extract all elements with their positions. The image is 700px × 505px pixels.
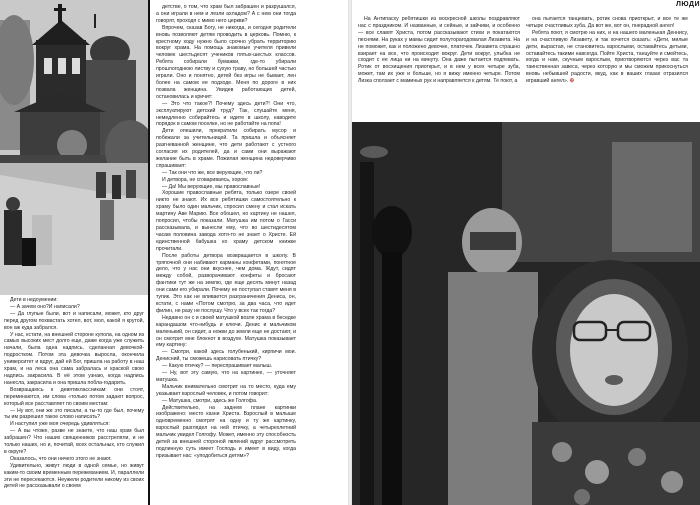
- paragraph: — Это что такое?! Почему здесь дети?! Они что, эксплуатируют детский труд? Так, слушайте меня, немедленно собирайтесь и идите в школу, наводите порядок в самом поселке, но не работайте на попа!: [156, 100, 296, 128]
- paragraph: детстве, о том, что храм был забрашен и разрушался, а они играли в нем и лезли ахладом? А с нем они тогда говорят, проходя с мимо него церкви?: [156, 4, 296, 24]
- church-photo: [0, 0, 150, 295]
- paragraph: — Да! Мы верующие, мы православные!: [162, 183, 261, 190]
- text-column-4: [526, 16, 688, 120]
- paragraph: — Матушка, смотри, здесь же Голгофа.: [162, 397, 258, 404]
- paragraph: Действительно, на заднем плане картинки изображено: место казни Христа. Взрослый в малыше одновременно смотрят на одну и ту же картинку, взрослый разглядел на ней птичку, а четырехлетний мальчик увидел Голгофу. Может, именно эту способность детей за внешней стороной явлений вдруг рассмотреть подлинную суть имеет Господь и имеет в виду, когда призывает нас: «уподобиться детям»?: [156, 404, 296, 459]
- church-illustration: [0, 0, 150, 295]
- paragraph: После работы детвора возвращается в школу. В тряпочной они набивают карманы конфетами, понятное дело, что у нас они вкуснее, чем дома. Ждут, сидят между собой, разворачивают конфеты и бросают фантики тут же на землю, где еще десять минут назад они сами его убирали. Почему не поступал ставят меня в тупик. Это как не вливается разграничения Дениса, он, кстати, с нами «Потом смотрю, за два часа, что идет филин, не разу не послушу. Что у всех так тогда?: [156, 252, 296, 314]
- paragraph: Недавно он с и своей матушкой возле храма в беседке карандашом что-нибудь и ключи. Денис и мальчиком маленький, он сидит, а ножки до земли еще не достают, и он смотрит мне блокнот в воздухе. Матушка показывает ему картину:: [156, 314, 296, 349]
- paragraph: Возвращаюсь к девятиклассникам: они стоят, переминаются, им слова «только потом задают вопрос, который все расставляет по своим местам:: [4, 386, 144, 407]
- paragraph: — Смотри, какой здесь голубенький, кирпичи мои. Денисний, ты сможешь нарисовать птичку?: [156, 349, 296, 363]
- paragraph: [526, 30, 688, 85]
- text-column-2: [156, 4, 296, 504]
- paragraph: И наступил уже моя очередь удивляться:: [10, 421, 110, 428]
- children-illustration: [352, 122, 700, 505]
- end-mark-icon: ✠: [569, 78, 575, 85]
- paragraph: У нас, кстати, на внешней стороне купола, на одном из самых высоких мест долго еще, даже когда уже служить начали, была одна надпись, сделанная девочкой-подростком. Потом эта девочка выросла, окончила университет и вдруг, дай ей Бог, пришла на работу в наш храм, и на леса она сама забралась и краской свою надпись закрасила. В её этом узнаю, когда надпись нанесла, закрасила и она пришла побла-годарить.: [4, 331, 144, 386]
- photo-border: [148, 0, 150, 505]
- paragraph: И детвора, не сговариваясь, хором:: [162, 176, 249, 183]
- paragraph: — Какую птичку? — переспрашивает малыш.: [162, 363, 273, 370]
- paragraph: Мальчик внимательно смотрит на то место, куда ему указывает взрослый человек, и потом говорит:: [156, 383, 296, 397]
- paragraph: — Ну, вот эту самую, что на картинке, — уточняет матушка.: [156, 370, 296, 383]
- paragraph: Дети опешили, прекратили собирать мусор и побежали за учительницей. Та пришла и объясняет разгневанной женщине, что дети работают с устного согласия их родителей, да и сами они выражают желание быть в храме. Пожилая женщина недоверчиво спрашивает:: [156, 128, 296, 169]
- paragraph: Хорошие православные ребята, только озере своей никто не знают. Их все ребятишки самостоятельно к храму было один мальчик, спросил смену и стал искать мартину Аве Марию. Все обошел, но картину не нашел, попросил, чтобы показали. Матушка им потом о Гасси рассказывала, и вынесли ему, что во шестидесятом часам половина завода хотя-то не знает о Христе. Ей единственной бабушка ко храму детском книжке прочитали.: [156, 190, 296, 252]
- paragraph: — Ну вот, они же это писали, а ты-то где был, почему ты им разрешил такое слово написать?: [4, 407, 144, 421]
- text-column-3: [358, 16, 520, 120]
- text-column-1: [4, 297, 144, 502]
- paragraph: Дети в недоумении:: [10, 297, 58, 303]
- section-tag: ЛЮДИ: [676, 1, 700, 8]
- paragraph: Оказалось, что они ничего этого не знают.: [10, 455, 112, 462]
- paragraph-text: Ребята поют, я смотрю на них, и на нашего маленькая Деннису, и на счастливую Лизавету, и так хочется сказать: «Дети, милые дети, вырастая, не становитесь взрослыми, оставайтесь детьми, оставайтесь такими навсегда. Пойте Христа, танцуйте и смейтесь, когда и нам, скучным взрослым, приотворяются через вас та таинственная завеса, через которую и мы сможем прикоснуться вновь небывшей радости, вкуд, как в ваших глазах отразился игравший ангел».: [526, 29, 688, 85]
- paragraph: Удивительно, живут люди в одной семье, но живут каким-то своим временным пережеванием. И, параллели эти не пересекаются. Неужели родители никому из своих детей не рассказывали о своем: [4, 462, 144, 490]
- paragraph: — А вы чтоже, разве не знаете, что наш храм был забрашен? Что наших священников расстреляли, и не только наших, но и, почитай, всех остальных, кто служил в округе?: [4, 428, 144, 455]
- children-photo: [352, 122, 700, 505]
- paragraph: — Так они что же, все верующие, что ли?: [162, 169, 263, 176]
- paragraph: она пытается танцевать, ротик снова приоткрыт, и все те же четыре счастливых зуба. Да вот же, вот он, пнерадной ангел!: [526, 16, 688, 29]
- paragraph: — Да глупые были, вот и написали, может, кто друг перед другом похвастать хотел, вот, мол, какой я крутой, вон аж куда забрался.: [4, 310, 144, 331]
- paragraph: — А зачем оно?И написали?: [10, 303, 80, 310]
- paragraph: На Антипасху ребятишки из воскресной школы поздравляют нас с праздником. И названные, и сейные, и зайчики, и особенно — все славят Христа, потом рассказывают стихи и покатаются песнями. На руках у мамы сидит полуторагодовалая Лизавета. На не поможет, как и положено девочке, платочек. Лизавета страшно взирает на все, что происходит вокруг. Дети вокруг, улыбка не сходит с ее лица ни на минуту. Она даже пытается подпевать. Ротик от восхищения приоткрыт, и в нем у всех четыре зуба, может, там их уже и больше, но я вижу именно четыре. Потом Лизка сползает с маминых рук и направляется к детям. Те поют, а: [358, 16, 520, 85]
- paragraph: Впрочем, сказав Богу, не никогда, и сегодня родители вновь позволяют детям проводить в церковь. Помню, к крестному ходу нужно было срочно убрать территорию вокруг храма. На помощь знакомые учителя привели человек шестьдесят учеников пятых-шестых классов. Ребята собирали бумажки, где-то убирали прошлогоднюю листву и сухую траву, но большей частью играли. Оно и понятно, детей без игры не бывает, лен более на самом ее подходе. Меня по дороге в них позвала женщина. Увидев работающих детей, остановилась и кричит:: [156, 24, 296, 100]
